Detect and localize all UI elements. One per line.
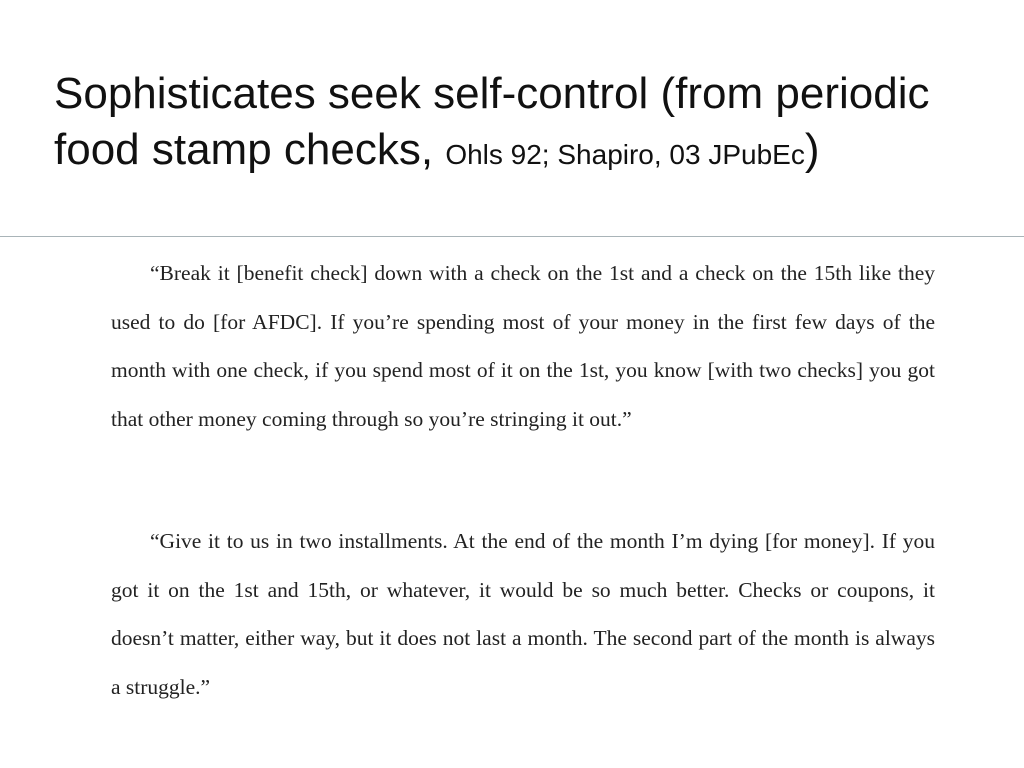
slide-title <box>54 66 1004 183</box>
title-close-paren: ) <box>804 125 820 174</box>
title-citation: Ohls 92; Shapiro, 03 JPubEc <box>445 139 805 170</box>
quote-paragraph-1: “Break it [benefit check] down with a check on the 1st and a check on the 15th like they used to do [for AFDC]. If you’re spending most of your money in the first few days of the month with one check, if you spend most of it on the 1st, you know [with two checks] you got that other money coming through so you’re stringing it out.” <box>111 261 935 431</box>
quote-paragraph-2: “Give it to us in two installments. At the end of the month I’m dying [for money]. If you got it on the 1st and 15th, or whatever, it would be so much better. Checks or coupons, it doesn’t matter, either way, but it does not last a month. The second part of the month is always a struggle.” <box>111 529 935 699</box>
title-divider <box>0 236 1024 237</box>
title-main: Sophisticates seek self-control (from periodic food stamp checks, <box>54 69 930 174</box>
